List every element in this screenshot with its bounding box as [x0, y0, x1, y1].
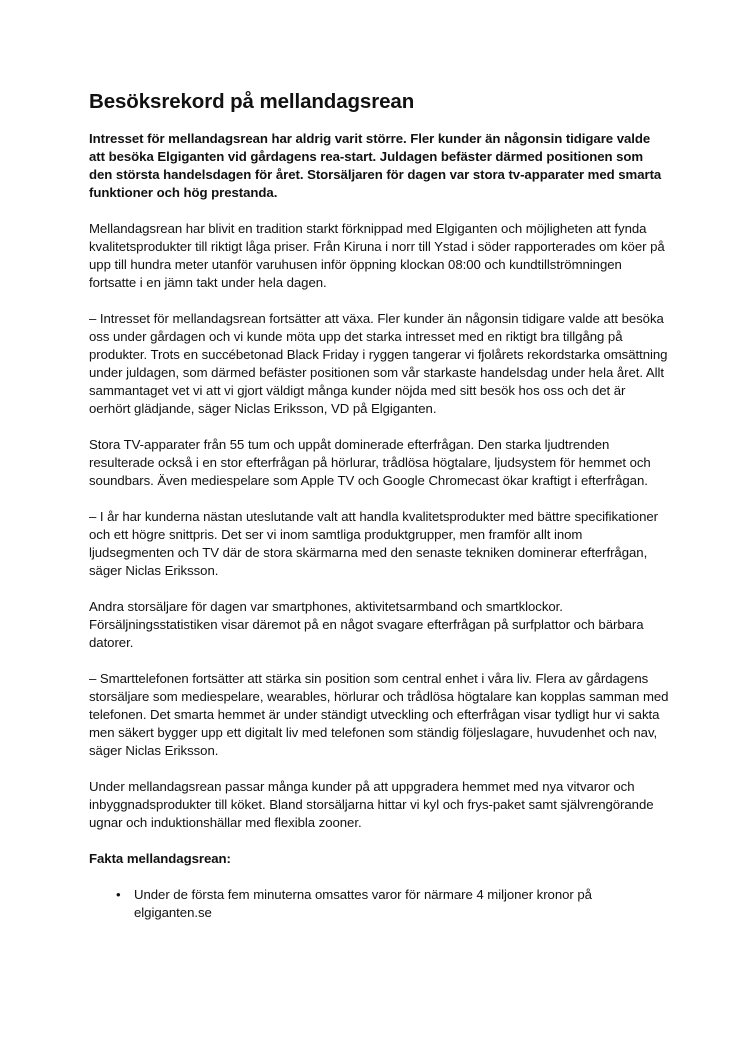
body-paragraph-1: Mellandagsrean har blivit en tradition starkt förknippad med Elgiganten och möjligheten att fynda kvalitetsprodukter till riktigt låga priser. Från Kiruna i norr till Ystad i söder rapporterades om köer på upp till hundra meter utanför varuhusen inför öppning klockan 08:00 och kundtillströmningen fortsatte i en jämn takt under hela dagen.	[89, 221, 665, 290]
body-paragraph-6: – Smarttelefonen fortsätter att stärka sin position som central enhet i våra liv. Flera av gårdagens storsäljare som mediespelare, wearables, hörlurar och trådlösa högtalare kan kopplas samman med telefonen. Det smarta hemmet är under ständigt utveckling och efterfrågan visar tydligt hur vi sakta men säkert bygger upp ett digitalt liv med telefonen som ständig följeslagare, huvudenhet och nav, säger Niclas Eriksson.	[89, 671, 669, 758]
document-page	[89, 90, 669, 922]
list-item	[116, 886, 669, 922]
bullet-icon: •	[116, 887, 121, 902]
body-paragraph-5: Andra storsäljare för dagen var smartphones, aktivitetsarmband och smartklockor. Försäljningsstatistiken visar däremot på en något svagare efterfrågan på surfplattor och bärbara datorer.	[89, 599, 644, 650]
body-paragraph-3: Stora TV-apparater från 55 tum och uppåt dominerade efterfrågan. Den starka ljudtrenden resulterade också i en stor efterfrågan på hörlurar, trådlösa högtalare, ljudsystem för hemmet och soundbars. Även mediespelare som Apple TV och Google Chromecast ökar kraftigt i efterfrågan.	[89, 437, 651, 488]
lead-paragraph: Intresset för mellandagsrean har aldrig varit större. Fler kunder än någonsin tidigare valde att besöka Elgiganten vid gårdagens rea-start. Juldagen befäster därmed positionen som den största handelsdagen för året. Storsäljaren för dagen var stora tv-apparater med smarta funktioner och hög prestanda.	[89, 131, 662, 200]
body-paragraph-4: – I år har kunderna nästan uteslutande valt att handla kvalitetsprodukter med bättre specifikationer och ett högre snittpris. Det ser vi inom samtliga produktgrupper, men framför allt inom ljudsegmenten och TV där de stora skärmarna med den senaste tekniken dominerar efterfrågan, säger Niclas Eriksson.	[89, 509, 658, 578]
body-paragraph-2: – Intresset för mellandagsrean fortsätter att växa. Fler kunder än någonsin tidigare valde att besöka oss under gårdagen och vi kunde möta upp det starka intresset med en riktigt bra tillgång på produkter. Trots en succébetonad Black Friday i ryggen tangerar vi fjolårets rekordstarka omsättning under juldagen, som därmed befäster positionen som vår starkaste handelsdag under hela året. Allt sammantaget vet vi att vi gjort väldigt många kunder nöjda med sitt besök hos oss och det är oerhört glädjande, säger Niclas Eriksson, VD på Elgiganten.	[89, 311, 668, 416]
document-title: Besöksrekord på mellandagsrean	[89, 90, 415, 113]
fact-text: Under de första fem minuterna omsattes varor för närmare 4 miljoner kronor på elgiganten.se	[134, 887, 592, 920]
facts-list	[89, 886, 669, 922]
facts-heading: Fakta mellandagsrean:	[89, 851, 231, 866]
body-paragraph-7: Under mellandagsrean passar många kunder på att uppgradera hemmet med nya vitvaror och inbyggnadsprodukter till köket. Bland storsäljarna hittar vi kyl och frys-paket samt självrengörande ugnar och induktionshällar med flexibla zooner.	[89, 779, 654, 830]
